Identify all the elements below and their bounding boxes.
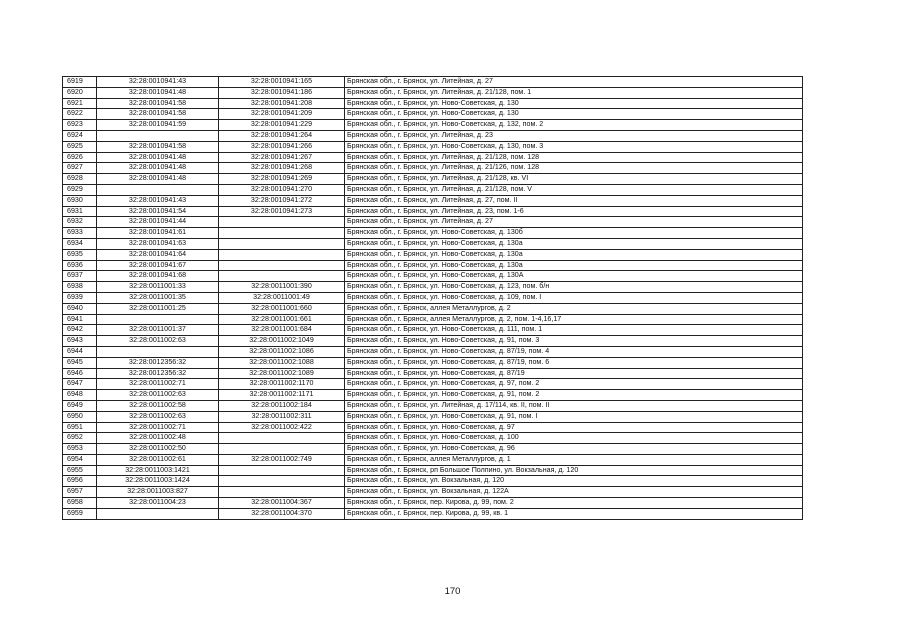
parcel-cadastral-number-cell: 32:28:0011004:23: [97, 498, 219, 509]
parcel-cadastral-number-cell: 32:28:0011002:63: [97, 390, 219, 401]
row-number-cell: 6922: [63, 109, 97, 120]
table-row: [63, 454, 803, 465]
row-number-cell: 6958: [63, 498, 97, 509]
table-row: [63, 163, 803, 174]
address-cell: Брянская обл., г. Брянск, ул. Литейная, д. 27, пом. II: [345, 195, 803, 206]
row-number-cell: 6952: [63, 433, 97, 444]
parcel-cadastral-number-cell: 32:28:0010941:44: [97, 217, 219, 228]
address-cell: Брянская обл., г. Брянск, ул. Ново-Советская, д. 130а: [345, 249, 803, 260]
building-cadastral-number-cell: 32:28:0010941:268: [219, 163, 345, 174]
row-number-cell: 6935: [63, 249, 97, 260]
row-number-cell: 6957: [63, 487, 97, 498]
table-row: [63, 130, 803, 141]
row-number-cell: 6941: [63, 314, 97, 325]
row-number-cell: 6928: [63, 174, 97, 185]
table-row: [63, 379, 803, 390]
parcel-cadastral-number-cell: 32:28:0010941:43: [97, 77, 219, 88]
row-number-cell: 6929: [63, 184, 97, 195]
table-row: [63, 98, 803, 109]
address-cell: Брянская обл., г. Брянск, ул. Литейная, д. 23, пом. 1-6: [345, 206, 803, 217]
table-row: [63, 87, 803, 98]
table-row: [63, 368, 803, 379]
building-cadastral-number-cell: 32:28:0011002:1089: [219, 368, 345, 379]
building-cadastral-number-cell: 32:28:0011002:1086: [219, 346, 345, 357]
table-row: [63, 476, 803, 487]
parcel-cadastral-number-cell: 32:28:0011002:48: [97, 433, 219, 444]
parcel-cadastral-number-cell: [97, 184, 219, 195]
address-cell: Брянская обл., г. Брянск, ул. Литейная, д. 21/128, пом. V: [345, 184, 803, 195]
row-number-cell: 6919: [63, 77, 97, 88]
address-cell: Брянская обл., г. Брянск, ул. Ново-Советская, д. 96: [345, 444, 803, 455]
building-cadastral-number-cell: 32:28:0010941:186: [219, 87, 345, 98]
parcel-cadastral-number-cell: 32:28:0010941:68: [97, 271, 219, 282]
table-row: [63, 498, 803, 509]
row-number-cell: 6942: [63, 325, 97, 336]
building-cadastral-number-cell: [219, 249, 345, 260]
parcel-cadastral-number-cell: 32:28:0010941:58: [97, 109, 219, 120]
address-cell: Брянская обл., г. Брянск, пер. Кирова, д. 99, пом. 2: [345, 498, 803, 509]
row-number-cell: 6944: [63, 346, 97, 357]
building-cadastral-number-cell: 32:28:0010941:273: [219, 206, 345, 217]
table-row: [63, 184, 803, 195]
table-row: [63, 77, 803, 88]
table-row: [63, 346, 803, 357]
parcel-cadastral-number-cell: 32:28:0011003:1421: [97, 465, 219, 476]
table-row: [63, 508, 803, 519]
row-number-cell: 6921: [63, 98, 97, 109]
address-cell: Брянская обл., г. Брянск, ул. Ново-Советская, д. 91, пом. 3: [345, 336, 803, 347]
table-row: [63, 314, 803, 325]
row-number-cell: 6950: [63, 411, 97, 422]
address-cell: Брянская обл., г. Брянск, ул. Литейная, д. 21/128, кв. VI: [345, 174, 803, 185]
address-cell: Брянская обл., г. Брянск, ул. Литейная, д. 21/128, пом. 1: [345, 87, 803, 98]
building-cadastral-number-cell: 32:28:0011002:422: [219, 422, 345, 433]
row-number-cell: 6949: [63, 400, 97, 411]
address-cell: Брянская обл., г. Брянск, пер. Кирова, д. 99, кв. 1: [345, 508, 803, 519]
parcel-cadastral-number-cell: 32:28:0012356:32: [97, 357, 219, 368]
building-cadastral-number-cell: 32:28:0010941:209: [219, 109, 345, 120]
building-cadastral-number-cell: 32:28:0010941:267: [219, 152, 345, 163]
address-cell: Брянская обл., г. Брянск, ул. Ново-Советская, д. 130А: [345, 271, 803, 282]
address-cell: Брянская обл., г. Брянск, ул. Литейная, д. 23: [345, 130, 803, 141]
building-cadastral-number-cell: 32:28:0011001:661: [219, 314, 345, 325]
address-cell: Брянская обл., г. Брянск, ул. Ново-Советская, д. 87/19: [345, 368, 803, 379]
building-cadastral-number-cell: 32:28:0011004:370: [219, 508, 345, 519]
parcel-cadastral-number-cell: 32:28:0010941:61: [97, 228, 219, 239]
building-cadastral-number-cell: 32:28:0011001:660: [219, 303, 345, 314]
building-cadastral-number-cell: [219, 217, 345, 228]
row-number-cell: 6953: [63, 444, 97, 455]
parcel-cadastral-number-cell: 32:28:0011002:58: [97, 400, 219, 411]
table-row: [63, 444, 803, 455]
table-row: [63, 411, 803, 422]
parcel-cadastral-number-cell: 32:28:0011002:63: [97, 411, 219, 422]
parcel-cadastral-number-cell: 32:28:0011002:63: [97, 336, 219, 347]
row-number-cell: 6939: [63, 292, 97, 303]
row-number-cell: 6934: [63, 238, 97, 249]
address-cell: Брянская обл., г. Брянск, ул. Вокзальная, д. 122А: [345, 487, 803, 498]
building-cadastral-number-cell: [219, 433, 345, 444]
parcel-cadastral-number-cell: [97, 346, 219, 357]
table-body: [63, 77, 803, 520]
building-cadastral-number-cell: [219, 444, 345, 455]
building-cadastral-number-cell: 32:28:0011001:49: [219, 292, 345, 303]
parcel-cadastral-number-cell: 32:28:0010941:48: [97, 87, 219, 98]
row-number-cell: 6951: [63, 422, 97, 433]
row-number-cell: 6936: [63, 260, 97, 271]
parcel-cadastral-number-cell: 32:28:0010941:64: [97, 249, 219, 260]
row-number-cell: 6924: [63, 130, 97, 141]
building-cadastral-number-cell: [219, 228, 345, 239]
building-cadastral-number-cell: [219, 476, 345, 487]
address-cell: Брянская обл., г. Брянск, ул. Ново-Советская, д. 91, пом. I: [345, 411, 803, 422]
address-cell: Брянская обл., г. Брянск, ул. Ново-Советская, д. 130: [345, 98, 803, 109]
parcel-cadastral-number-cell: 32:28:0011002:71: [97, 379, 219, 390]
address-cell: Брянская обл., г. Брянск, ул. Ново-Советская, д. 130, пом. 3: [345, 141, 803, 152]
table-row: [63, 282, 803, 293]
page-number: 170: [444, 586, 461, 597]
row-number-cell: 6926: [63, 152, 97, 163]
parcel-cadastral-number-cell: 32:28:0011001:37: [97, 325, 219, 336]
building-cadastral-number-cell: [219, 487, 345, 498]
parcel-cadastral-number-cell: 32:28:0010941:54: [97, 206, 219, 217]
row-number-cell: 6943: [63, 336, 97, 347]
address-cell: Брянская обл., г. Брянск, аллея Металлургов, д. 2: [345, 303, 803, 314]
row-number-cell: 6940: [63, 303, 97, 314]
building-cadastral-number-cell: 32:28:0010941:266: [219, 141, 345, 152]
table-row: [63, 271, 803, 282]
row-number-cell: 6925: [63, 141, 97, 152]
row-number-cell: 6959: [63, 508, 97, 519]
address-cell: Брянская обл., г. Брянск, ул. Литейная, д. 27: [345, 77, 803, 88]
table-row: [63, 303, 803, 314]
address-cell: Брянская обл., г. Брянск, ул. Литейная, д. 21/128, пом. 128: [345, 152, 803, 163]
building-cadastral-number-cell: 32:28:0011001:684: [219, 325, 345, 336]
table-row: [63, 292, 803, 303]
row-number-cell: 6923: [63, 120, 97, 131]
parcel-cadastral-number-cell: 32:28:0011002:50: [97, 444, 219, 455]
address-cell: Брянская обл., г. Брянск, ул. Литейная, д. 21/126, пом. 128: [345, 163, 803, 174]
building-cadastral-number-cell: [219, 238, 345, 249]
table-row: [63, 238, 803, 249]
parcel-cadastral-number-cell: [97, 314, 219, 325]
table-row: [63, 487, 803, 498]
row-number-cell: 6920: [63, 87, 97, 98]
building-cadastral-number-cell: 32:28:0011004:367: [219, 498, 345, 509]
address-cell: Брянская обл., г. Брянск, ул. Вокзальная, д. 120: [345, 476, 803, 487]
parcel-cadastral-number-cell: 32:28:0010941:48: [97, 174, 219, 185]
table-row: [63, 174, 803, 185]
building-cadastral-number-cell: 32:28:0011002:1088: [219, 357, 345, 368]
row-number-cell: 6946: [63, 368, 97, 379]
row-number-cell: 6947: [63, 379, 97, 390]
parcel-cadastral-number-cell: 32:28:0011002:71: [97, 422, 219, 433]
building-cadastral-number-cell: 32:28:0010941:264: [219, 130, 345, 141]
building-cadastral-number-cell: 32:28:0010941:269: [219, 174, 345, 185]
building-cadastral-number-cell: 32:28:0010941:229: [219, 120, 345, 131]
table-row: [63, 217, 803, 228]
building-cadastral-number-cell: 32:28:0011002:749: [219, 454, 345, 465]
building-cadastral-number-cell: 32:28:0011001:390: [219, 282, 345, 293]
building-cadastral-number-cell: 32:28:0010941:208: [219, 98, 345, 109]
parcel-cadastral-number-cell: 32:28:0010941:58: [97, 141, 219, 152]
row-number-cell: 6937: [63, 271, 97, 282]
table-row: [63, 433, 803, 444]
table-row: [63, 152, 803, 163]
row-number-cell: 6956: [63, 476, 97, 487]
row-number-cell: 6954: [63, 454, 97, 465]
address-cell: Брянская обл., г. Брянск, ул. Ново-Советская, д. 87/19, пом. 6: [345, 357, 803, 368]
table-row: [63, 109, 803, 120]
parcel-cadastral-number-cell: 32:28:0011003:1424: [97, 476, 219, 487]
address-cell: Брянская обл., г. Брянск, ул. Ново-Советская, д. 123, пом. б/н: [345, 282, 803, 293]
parcel-cadastral-number-cell: 32:28:0011003:827: [97, 487, 219, 498]
table-row: [63, 336, 803, 347]
building-cadastral-number-cell: 32:28:0010941:270: [219, 184, 345, 195]
address-cell: Брянская обл., г. Брянск, ул. Ново-Советская, д. 91, пом. 2: [345, 390, 803, 401]
parcel-cadastral-number-cell: 32:28:0012356:32: [97, 368, 219, 379]
row-number-cell: 6948: [63, 390, 97, 401]
row-number-cell: 6927: [63, 163, 97, 174]
address-cell: Брянская обл., г. Брянск, ул. Ново-Советская, д. 130б: [345, 228, 803, 239]
parcel-cadastral-number-cell: 32:28:0010941:63: [97, 238, 219, 249]
table-row: [63, 357, 803, 368]
table-row: [63, 141, 803, 152]
address-cell: Брянская обл., г. Брянск, аллея Металлургов, д. 1: [345, 454, 803, 465]
table-row: [63, 249, 803, 260]
parcel-cadastral-number-cell: 32:28:0011001:25: [97, 303, 219, 314]
parcel-cadastral-number-cell: [97, 508, 219, 519]
address-cell: Брянская обл., г. Брянск, ул. Литейная, д. 17/114, кв. II, пом. II: [345, 400, 803, 411]
address-cell: Брянская обл., г. Брянск, ул. Ново-Советская, д. 109, пом. I: [345, 292, 803, 303]
address-cell: Брянская обл., г. Брянск, ул. Ново-Советская, д. 87/19, пом. 4: [345, 346, 803, 357]
table-row: [63, 400, 803, 411]
table-row: [63, 120, 803, 131]
address-cell: Брянская обл., г. Брянск, рп Большое Полпино, ул. Вокзальная, д. 120: [345, 465, 803, 476]
parcel-cadastral-number-cell: 32:28:0010941:59: [97, 120, 219, 131]
address-cell: Брянская обл., г. Брянск, ул. Ново-Советская, д. 111, пом. 1: [345, 325, 803, 336]
address-cell: Брянская обл., г. Брянск, ул. Ново-Советская, д. 132, пом. 2: [345, 120, 803, 131]
parcel-cadastral-number-cell: 32:28:0011001:33: [97, 282, 219, 293]
building-cadastral-number-cell: 32:28:0011002:1049: [219, 336, 345, 347]
parcel-cadastral-number-cell: 32:28:0010941:48: [97, 152, 219, 163]
address-cell: Брянская обл., г. Брянск, ул. Литейная, д. 27: [345, 217, 803, 228]
parcel-cadastral-number-cell: 32:28:0010941:43: [97, 195, 219, 206]
building-cadastral-number-cell: 32:28:0011002:184: [219, 400, 345, 411]
building-cadastral-number-cell: 32:28:0011002:1170: [219, 379, 345, 390]
parcel-cadastral-number-cell: 32:28:0011002:61: [97, 454, 219, 465]
building-cadastral-number-cell: 32:28:0011002:311: [219, 411, 345, 422]
building-cadastral-number-cell: 32:28:0010941:272: [219, 195, 345, 206]
parcel-cadastral-number-cell: 32:28:0011001:35: [97, 292, 219, 303]
address-cell: Брянская обл., г. Брянск, ул. Ново-Советская, д. 97: [345, 422, 803, 433]
row-number-cell: 6945: [63, 357, 97, 368]
building-cadastral-number-cell: [219, 260, 345, 271]
address-cell: Брянская обл., г. Брянск, ул. Ново-Советская, д. 130а: [345, 238, 803, 249]
row-number-cell: 6931: [63, 206, 97, 217]
row-number-cell: 6930: [63, 195, 97, 206]
row-number-cell: 6933: [63, 228, 97, 239]
address-cell: Брянская обл., г. Брянск, ул. Ново-Советская, д. 130а: [345, 260, 803, 271]
parcel-cadastral-number-cell: [97, 130, 219, 141]
parcel-cadastral-number-cell: 32:28:0010941:58: [97, 98, 219, 109]
building-cadastral-number-cell: 32:28:0010941:165: [219, 77, 345, 88]
address-cell: Брянская обл., г. Брянск, ул. Ново-Советская, д. 100: [345, 433, 803, 444]
row-number-cell: 6932: [63, 217, 97, 228]
address-cell: Брянская обл., г. Брянск, аллея Металлургов, д. 2, пом. 1-4,16,17: [345, 314, 803, 325]
table-row: [63, 390, 803, 401]
table-row: [63, 228, 803, 239]
table-row: [63, 195, 803, 206]
building-cadastral-number-cell: [219, 465, 345, 476]
table-row: [63, 422, 803, 433]
address-cell: Брянская обл., г. Брянск, ул. Ново-Советская, д. 130: [345, 109, 803, 120]
land-registry-table: [62, 76, 803, 520]
parcel-cadastral-number-cell: 32:28:0010941:67: [97, 260, 219, 271]
building-cadastral-number-cell: 32:28:0011002:1171: [219, 390, 345, 401]
parcel-cadastral-number-cell: 32:28:0010941:48: [97, 163, 219, 174]
table-row: [63, 206, 803, 217]
table-row: [63, 465, 803, 476]
building-cadastral-number-cell: [219, 271, 345, 282]
table-row: [63, 325, 803, 336]
row-number-cell: 6938: [63, 282, 97, 293]
row-number-cell: 6955: [63, 465, 97, 476]
address-cell: Брянская обл., г. Брянск, ул. Ново-Советская, д. 97, пом. 2: [345, 379, 803, 390]
table-row: [63, 260, 803, 271]
